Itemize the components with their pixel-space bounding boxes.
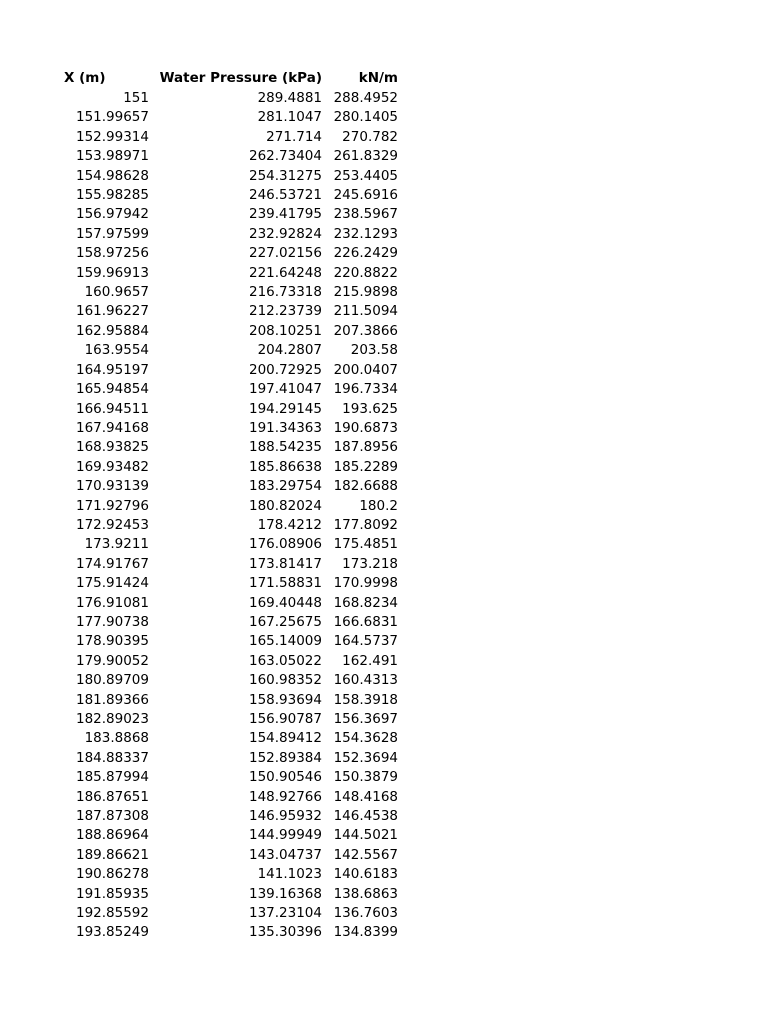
cell-x: 163.9554 [84, 342, 149, 359]
cell-kn-per-m: 253.4405 [333, 167, 398, 184]
cell-x: 188.86964 [75, 827, 149, 844]
cell-x: 165.94854 [75, 381, 149, 398]
cell-kn-per-m: 196.7334 [333, 381, 398, 398]
cell-kn-per-m: 220.8822 [333, 264, 398, 281]
cell-x: 172.92453 [75, 516, 149, 533]
cell-water-pressure: 156.90787 [248, 711, 322, 727]
table-row [60, 361, 400, 380]
table-row [60, 438, 400, 457]
column-header-kn-per-m: kN/m [358, 70, 398, 86]
cell-kn-per-m: 173.218 [342, 555, 398, 572]
table-row [60, 710, 400, 729]
cell-x: 182.89023 [75, 711, 149, 727]
cell-water-pressure: 254.31275 [248, 167, 322, 184]
column-header-x: X (m) [64, 70, 106, 86]
table-body [60, 89, 400, 943]
cell-x: 162.95884 [75, 322, 149, 339]
cell-x: 181.89366 [75, 691, 149, 708]
table-row [60, 205, 400, 224]
cell-water-pressure: 221.64248 [248, 264, 322, 281]
cell-x: 159.96913 [75, 264, 149, 281]
cell-water-pressure: 169.40448 [248, 594, 322, 611]
cell-kn-per-m: 200.0407 [333, 361, 398, 378]
cell-water-pressure: 148.92766 [248, 788, 322, 805]
cell-kn-per-m: 207.3866 [333, 322, 398, 339]
cell-water-pressure: 144.99949 [248, 827, 322, 844]
cell-x: 174.91767 [75, 555, 149, 572]
table-row [60, 807, 400, 826]
table-row [60, 244, 400, 263]
cell-x: 151 [123, 90, 149, 106]
cell-water-pressure: 200.72925 [248, 361, 322, 378]
cell-water-pressure: 171.58831 [248, 575, 322, 592]
cell-x: 170.93139 [75, 478, 149, 495]
cell-kn-per-m: 180.2 [359, 497, 398, 514]
cell-x: 190.86278 [75, 866, 149, 883]
cell-kn-per-m: 166.6831 [333, 613, 398, 630]
cell-water-pressure: 197.41047 [248, 381, 322, 398]
cell-water-pressure: 143.04737 [248, 846, 322, 863]
table-row [60, 826, 400, 845]
cell-x: 176.91081 [75, 594, 149, 611]
table-row [60, 458, 400, 477]
cell-kn-per-m: 140.6183 [333, 866, 398, 883]
cell-water-pressure: 150.90546 [248, 769, 322, 786]
spreadsheet-page [0, 68, 768, 943]
table-row [60, 128, 400, 147]
cell-kn-per-m: 144.5021 [333, 827, 398, 844]
cell-water-pressure: 232.92824 [248, 225, 322, 242]
cell-water-pressure: 204.2807 [257, 342, 322, 359]
cell-kn-per-m: 203.58 [350, 342, 398, 359]
cell-kn-per-m: 154.3628 [333, 730, 398, 747]
table-row [60, 691, 400, 710]
table-row [60, 147, 400, 166]
table-row [60, 768, 400, 787]
cell-kn-per-m: 177.8092 [333, 516, 398, 533]
cell-x: 160.9657 [84, 284, 149, 301]
cell-kn-per-m: 270.782 [342, 128, 398, 145]
cell-x: 161.96227 [75, 303, 149, 320]
cell-water-pressure: 212.23739 [248, 303, 322, 320]
cell-x: 193.85249 [75, 924, 149, 941]
table-row [60, 632, 400, 651]
cell-water-pressure: 216.73318 [248, 284, 322, 301]
cell-kn-per-m: 280.1405 [333, 109, 398, 126]
cell-x: 173.9211 [84, 536, 149, 553]
table-row [60, 167, 400, 186]
cell-x: 158.97256 [75, 245, 149, 262]
table-row [60, 302, 400, 321]
cell-kn-per-m: 245.6916 [333, 187, 398, 204]
cell-water-pressure: 163.05022 [248, 652, 322, 669]
table-row [60, 477, 400, 496]
cell-x: 175.91424 [75, 575, 149, 592]
table-row [60, 516, 400, 535]
cell-kn-per-m: 182.6688 [333, 478, 398, 495]
cell-water-pressure: 239.41795 [248, 206, 322, 223]
cell-kn-per-m: 238.5967 [333, 206, 398, 223]
cell-x: 191.85935 [75, 885, 149, 902]
table-row [60, 574, 400, 593]
table-row [60, 535, 400, 554]
cell-kn-per-m: 170.9998 [333, 575, 398, 592]
cell-x: 166.94511 [75, 400, 149, 417]
header-row [60, 68, 400, 89]
cell-x: 192.85592 [75, 905, 149, 922]
cell-water-pressure: 183.29754 [248, 478, 322, 495]
table-row [60, 322, 400, 341]
cell-kn-per-m: 261.8329 [333, 148, 398, 165]
cell-water-pressure: 135.30396 [248, 924, 322, 941]
cell-x: 153.98971 [75, 148, 149, 165]
cell-x: 179.90052 [75, 652, 149, 669]
cell-kn-per-m: 146.4538 [333, 808, 398, 825]
cell-kn-per-m: 160.4313 [333, 672, 398, 689]
water-pressure-table [60, 68, 400, 943]
cell-kn-per-m: 150.3879 [333, 769, 398, 786]
cell-x: 171.92796 [75, 497, 149, 514]
cell-kn-per-m: 158.3918 [333, 691, 398, 708]
table-row [60, 186, 400, 205]
cell-x: 186.87651 [75, 788, 149, 805]
table-row [60, 613, 400, 632]
table-row [60, 923, 400, 942]
table-row [60, 283, 400, 302]
cell-water-pressure: 194.29145 [248, 400, 322, 417]
table-row [60, 225, 400, 244]
cell-water-pressure: 154.89412 [248, 730, 322, 747]
table-row [60, 671, 400, 690]
cell-kn-per-m: 175.4851 [333, 536, 398, 553]
cell-x: 177.90738 [75, 613, 149, 630]
cell-kn-per-m: 142.5567 [333, 846, 398, 863]
cell-x: 180.89709 [75, 672, 149, 689]
cell-kn-per-m: 162.491 [342, 652, 398, 669]
cell-water-pressure: 158.93694 [248, 691, 322, 708]
cell-water-pressure: 188.54235 [248, 439, 322, 456]
cell-x: 167.94168 [75, 419, 149, 436]
cell-water-pressure: 178.4212 [257, 516, 322, 533]
table-row [60, 264, 400, 283]
cell-kn-per-m: 288.4952 [333, 90, 398, 106]
table-row [60, 555, 400, 574]
table-row [60, 341, 400, 360]
cell-kn-per-m: 190.6873 [333, 419, 398, 436]
cell-x: 164.95197 [75, 361, 149, 378]
table-row [60, 846, 400, 865]
cell-x: 168.93825 [75, 439, 149, 456]
cell-x: 157.97599 [75, 225, 149, 242]
cell-x: 185.87994 [75, 769, 149, 786]
cell-water-pressure: 167.25675 [248, 613, 322, 630]
table-row [60, 885, 400, 904]
table-row [60, 419, 400, 438]
cell-x: 178.90395 [75, 633, 149, 650]
table-row [60, 89, 400, 108]
cell-water-pressure: 165.14009 [248, 633, 322, 650]
cell-kn-per-m: 211.5094 [333, 303, 398, 320]
cell-kn-per-m: 136.7603 [333, 905, 398, 922]
cell-water-pressure: 191.34363 [248, 419, 322, 436]
cell-x: 189.86621 [75, 846, 149, 863]
cell-water-pressure: 137.23104 [248, 905, 322, 922]
cell-water-pressure: 271.714 [266, 128, 322, 145]
cell-water-pressure: 281.1047 [257, 109, 322, 126]
cell-water-pressure: 173.81417 [248, 555, 322, 572]
cell-kn-per-m: 134.8399 [333, 924, 398, 941]
cell-kn-per-m: 193.625 [342, 400, 398, 417]
cell-water-pressure: 262.73404 [248, 148, 322, 165]
cell-water-pressure: 227.02156 [248, 245, 322, 262]
cell-kn-per-m: 138.6863 [333, 885, 398, 902]
cell-kn-per-m: 164.5737 [333, 633, 398, 650]
cell-kn-per-m: 152.3694 [333, 749, 398, 766]
cell-kn-per-m: 215.9898 [333, 284, 398, 301]
cell-x: 151.99657 [75, 109, 149, 126]
cell-x: 169.93482 [75, 458, 149, 475]
cell-x: 187.87308 [75, 808, 149, 825]
table-row [60, 652, 400, 671]
cell-x: 156.97942 [75, 206, 149, 223]
cell-kn-per-m: 226.2429 [333, 245, 398, 262]
cell-kn-per-m: 187.8956 [333, 439, 398, 456]
table-row [60, 594, 400, 613]
cell-x: 154.98628 [75, 167, 149, 184]
cell-kn-per-m: 168.8234 [333, 594, 398, 611]
cell-x: 152.99314 [75, 128, 149, 145]
cell-x: 155.98285 [75, 187, 149, 204]
cell-kn-per-m: 185.2289 [333, 458, 398, 475]
cell-kn-per-m: 232.1293 [333, 225, 398, 242]
cell-x: 184.88337 [75, 749, 149, 766]
cell-water-pressure: 141.1023 [257, 866, 322, 883]
cell-water-pressure: 146.95932 [248, 808, 322, 825]
table-row [60, 729, 400, 748]
cell-kn-per-m: 156.3697 [333, 711, 398, 727]
cell-water-pressure: 246.53721 [248, 187, 322, 204]
table-row [60, 497, 400, 516]
table-row [60, 788, 400, 807]
table-row [60, 904, 400, 923]
cell-water-pressure: 139.16368 [248, 885, 322, 902]
table-row [60, 865, 400, 884]
table-row [60, 749, 400, 768]
column-header-water-pressure: Water Pressure (kPa) [159, 70, 322, 86]
cell-water-pressure: 185.86638 [248, 458, 322, 475]
cell-water-pressure: 289.4881 [257, 90, 322, 106]
table-row [60, 108, 400, 127]
cell-kn-per-m: 148.4168 [333, 788, 398, 805]
cell-water-pressure: 160.98352 [248, 672, 322, 689]
cell-water-pressure: 176.08906 [248, 536, 322, 553]
table-row [60, 380, 400, 399]
cell-x: 183.8868 [84, 730, 149, 747]
cell-water-pressure: 152.89384 [248, 749, 322, 766]
table-row [60, 400, 400, 419]
cell-water-pressure: 180.82024 [248, 497, 322, 514]
cell-water-pressure: 208.10251 [248, 322, 322, 339]
